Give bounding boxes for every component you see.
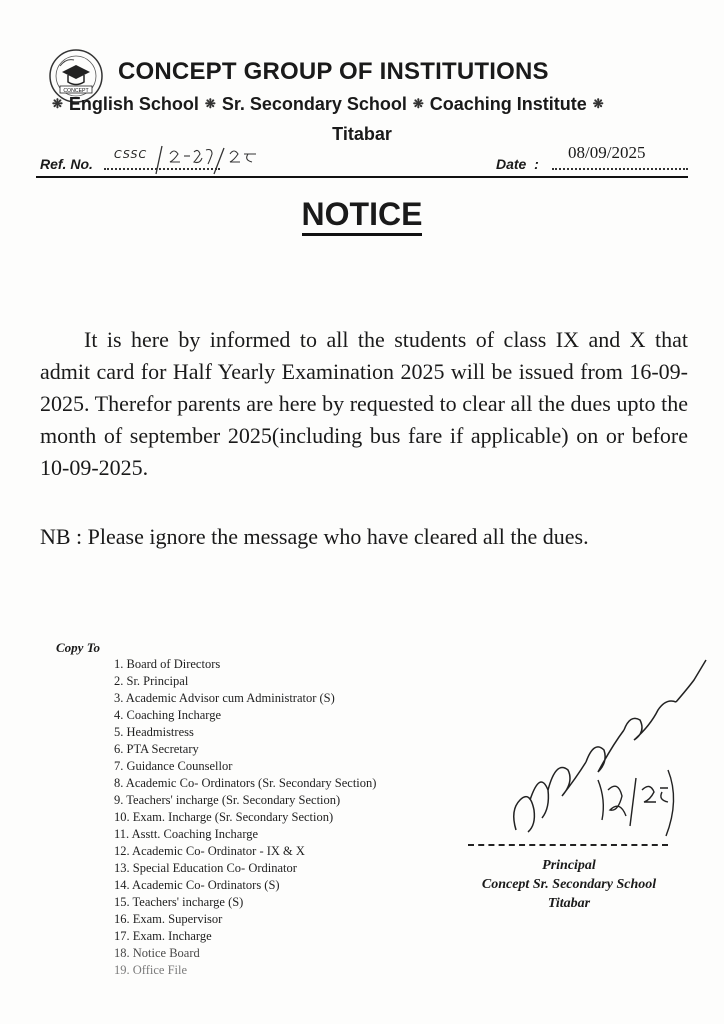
list-item: 15. Teachers' incharge (S) [114,895,244,909]
notice-title: NOTICE [0,196,724,233]
list-item: 11. Asstt. Coaching Incharge [114,827,259,841]
star-icon: ❋ [204,96,216,111]
copy-to-list [114,656,376,979]
town-name: Titabar [332,124,392,144]
signatory-school: Concept Sr. Secondary School [481,877,657,892]
list-item: 7. Guidance Counsellor [114,759,233,773]
list-item: 18. Notice Board [114,946,200,960]
signature-line [468,844,668,846]
list-item: 10. Exam. Incharge (Sr. Secondary Section) [114,810,334,824]
star-icon: ❋ [592,96,604,111]
list-item: 19. Office File [114,963,188,977]
school-coaching: Coaching Institute [429,94,587,114]
institution-name: CONCEPT GROUP OF INSTITUTIONS [118,58,549,85]
star-icon: ❋ [52,96,63,111]
list-item: 9. Teachers' incharge (Sr. Secondary Section) [114,793,341,807]
school-sr-secondary: Sr. Secondary School [221,94,407,114]
list-item: 14. Academic Co- Ordinators (S) [114,878,280,892]
signatory-title: Principal [542,858,596,873]
ref-label: Ref. No. [40,156,93,172]
copy-to-label: Copy To [56,640,100,655]
school-list [46,94,610,115]
list-item: 1. Board of Directors [114,657,221,671]
notice-body: It is here by informed to all the students of class IX and X that admit card for Half Yearly Examination 2025 will be issued from 16-09-2025. Therefor parents are here by requested to clear all the dues upto the month of september 2025(including bus fare if applicable) on or before 10-09-2025. [40,327,688,480]
list-item: 3. Academic Advisor cum Administrator (S) [114,691,335,705]
list-item: 2. Sr. Principal [114,674,189,688]
handwritten-signature [490,650,710,865]
date-label: Date : [496,156,539,172]
list-item: 12. Academic Co- Ordinator - IX & X [114,844,305,858]
list-item: 8. Academic Co- Ordinators (Sr. Secondary Section) [114,776,377,790]
date-value: 08/09/2025 [568,143,646,162]
star-icon: ❋ [412,96,424,111]
header-divider [36,176,688,178]
list-item: 6. PTA Secretary [114,742,199,756]
list-item: 4. Coaching Incharge [114,708,222,722]
notice-nb: NB : Please ignore the message who have cleared all the dues. [40,524,589,549]
list-item: 5. Headmistress [114,725,194,739]
list-item: 16. Exam. Supervisor [114,912,223,926]
svg-text:CONCEPT: CONCEPT [63,88,89,94]
list-item: 17. Exam. Incharge [114,929,212,943]
list-item: 13. Special Education Co- Ordinator [114,861,297,875]
signatory-block [466,856,672,913]
signatory-town: Titabar [547,896,591,911]
ref-number: CSSC [114,148,148,161]
school-english: English School [68,94,199,114]
